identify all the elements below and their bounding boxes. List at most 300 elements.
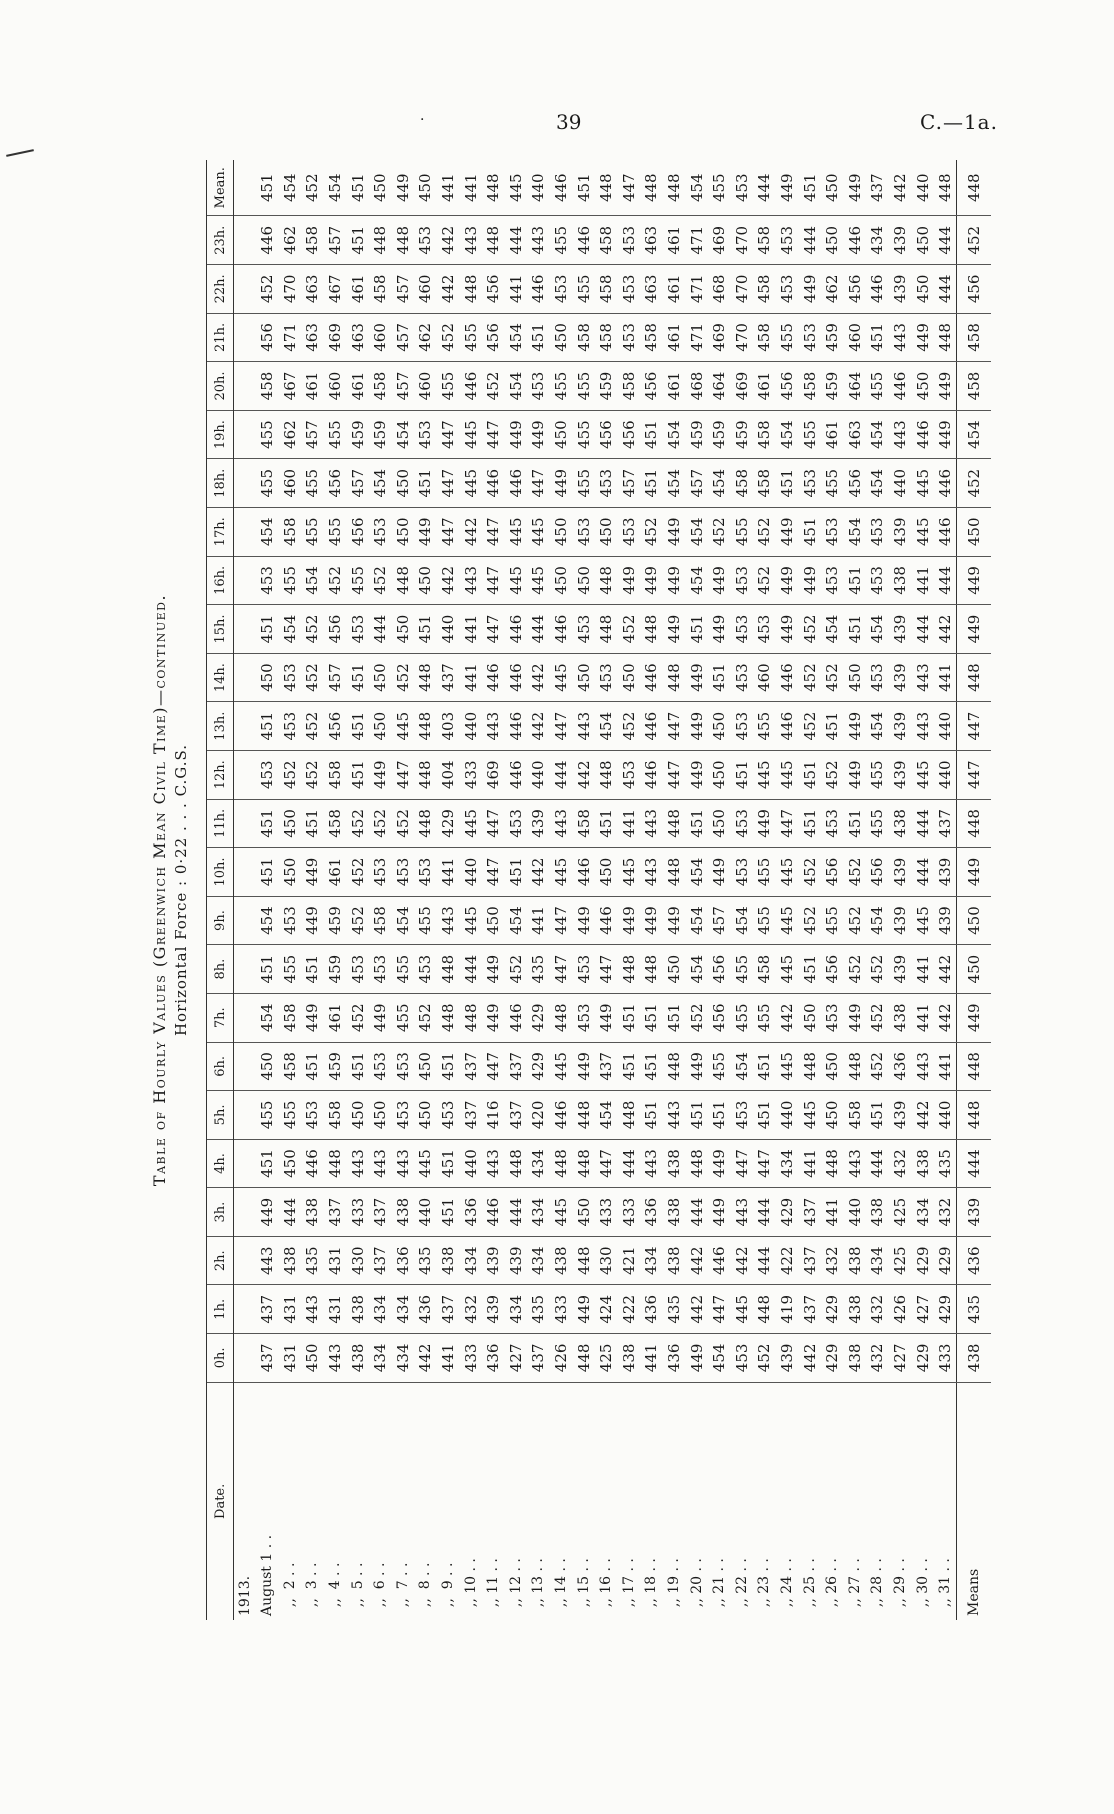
column-header: 2h. — [207, 1236, 234, 1285]
value-cell: 449 — [685, 1334, 708, 1383]
row-date: ,, 11 . . — [485, 1558, 502, 1616]
value-cell: 431 — [279, 1334, 302, 1383]
value-cell: 454 — [866, 896, 889, 945]
value-cell: 448 — [640, 945, 663, 994]
value-cell: 449 — [685, 702, 708, 751]
value-cell: 448 — [640, 605, 663, 654]
empty-cell — [234, 313, 257, 362]
value-cell: 454 — [708, 1334, 731, 1383]
value-cell: 446 — [866, 265, 889, 314]
value-cell: 456 — [843, 265, 866, 314]
value-cell: 458 — [753, 410, 776, 459]
row-date: ,, 12 . . — [507, 1558, 524, 1616]
value-cell: 458 — [301, 216, 324, 265]
value-cell: 445 — [776, 945, 799, 994]
value-cell: 455 — [821, 459, 844, 508]
value-cell: 447 — [437, 508, 460, 557]
value-cell: 463 — [301, 313, 324, 362]
column-header: 3h. — [207, 1188, 234, 1237]
value-cell: 458 — [324, 750, 347, 799]
row-date: ,, 31 . . — [937, 1558, 954, 1616]
value-cell: 449 — [843, 160, 866, 216]
year-row — [234, 160, 257, 1620]
value-cell: 455 — [324, 410, 347, 459]
value-cell: 432 — [866, 1334, 889, 1383]
value-cell: 449 — [798, 556, 821, 605]
value-cell: 450 — [572, 653, 595, 702]
value-cell: 442 — [685, 1285, 708, 1334]
value-cell: 451 — [256, 1139, 279, 1188]
value-cell: 440 — [414, 1188, 437, 1237]
value-cell: 448 — [392, 556, 415, 605]
value-cell: 454 — [730, 1042, 753, 1091]
value-cell: 471 — [685, 313, 708, 362]
value-cell: 438 — [346, 1334, 369, 1383]
value-cell: 453 — [753, 605, 776, 654]
value-cell: 445 — [753, 750, 776, 799]
value-cell: 452 — [843, 848, 866, 897]
mean-cell: 458 — [957, 362, 992, 411]
value-cell: 427 — [505, 1334, 528, 1383]
value-cell: 457 — [324, 653, 347, 702]
value-cell: 449 — [482, 993, 505, 1042]
column-header: 10h. — [207, 848, 234, 897]
value-cell: 437 — [437, 1285, 460, 1334]
value-cell: 429 — [821, 1334, 844, 1383]
value-cell: 451 — [708, 1091, 731, 1140]
value-cell: 445 — [414, 1139, 437, 1188]
value-cell: 448 — [821, 1139, 844, 1188]
value-cell: 453 — [618, 265, 641, 314]
value-cell: 451 — [798, 799, 821, 848]
value-cell: 454 — [256, 508, 279, 557]
value-cell: 449 — [798, 265, 821, 314]
value-cell: 453 — [730, 702, 753, 751]
value-cell: 449 — [505, 410, 528, 459]
value-cell: 458 — [595, 313, 618, 362]
value-cell: 439 — [889, 653, 912, 702]
value-cell: 437 — [459, 1091, 482, 1140]
value-cell: 450 — [550, 313, 573, 362]
column-header: 9h. — [207, 896, 234, 945]
value-cell: 455 — [866, 750, 889, 799]
value-cell: 451 — [640, 1091, 663, 1140]
value-cell: 438 — [279, 1236, 302, 1285]
value-cell: 443 — [911, 1042, 934, 1091]
value-cell: 442 — [934, 605, 957, 654]
value-cell: 453 — [776, 265, 799, 314]
value-cell: 449 — [934, 362, 957, 411]
value-cell: 454 — [821, 605, 844, 654]
value-cell: 455 — [866, 799, 889, 848]
value-cell: 429 — [437, 799, 460, 848]
value-cell: 456 — [708, 945, 731, 994]
value-cell: 451 — [346, 702, 369, 751]
value-cell: 452 — [301, 750, 324, 799]
value-cell: 453 — [369, 848, 392, 897]
value-cell: 470 — [730, 216, 753, 265]
value-cell: 453 — [572, 993, 595, 1042]
value-cell: 453 — [256, 750, 279, 799]
value-cell: 437 — [798, 1188, 821, 1237]
value-cell: 420 — [527, 1091, 550, 1140]
value-cell: 454 — [505, 362, 528, 411]
value-cell: 448 — [798, 1042, 821, 1091]
value-cell: 458 — [369, 362, 392, 411]
value-cell: 439 — [482, 1285, 505, 1334]
value-cell: 451 — [505, 848, 528, 897]
value-cell: 441 — [821, 1188, 844, 1237]
empty-cell — [234, 410, 257, 459]
table-row — [392, 160, 415, 1620]
value-cell: 456 — [256, 313, 279, 362]
value-cell: 452 — [256, 265, 279, 314]
value-cell: 458 — [369, 896, 392, 945]
value-cell: 448 — [324, 1139, 347, 1188]
table-row — [821, 160, 844, 1620]
value-cell: 450 — [821, 160, 844, 216]
value-cell: 451 — [437, 1042, 460, 1091]
value-cell: 450 — [595, 508, 618, 557]
value-cell: 451 — [640, 993, 663, 1042]
value-cell: 448 — [663, 653, 686, 702]
value-cell: 446 — [505, 993, 528, 1042]
value-cell: 446 — [550, 160, 573, 216]
value-cell: 452 — [346, 799, 369, 848]
value-cell: 447 — [776, 799, 799, 848]
value-cell: 454 — [505, 896, 528, 945]
value-cell: 454 — [866, 605, 889, 654]
value-cell: 429 — [911, 1334, 934, 1383]
value-cell: 454 — [279, 160, 302, 216]
value-cell: 452 — [843, 945, 866, 994]
value-cell: 449 — [934, 410, 957, 459]
value-cell: 449 — [911, 313, 934, 362]
value-cell: 449 — [843, 993, 866, 1042]
value-cell: 448 — [685, 1139, 708, 1188]
value-cell: 455 — [572, 265, 595, 314]
value-cell: 449 — [708, 1139, 731, 1188]
value-cell: 470 — [730, 313, 753, 362]
value-cell: 449 — [256, 1188, 279, 1237]
value-cell: 451 — [663, 993, 686, 1042]
column-header: 18h. — [207, 459, 234, 508]
value-cell: 453 — [392, 848, 415, 897]
value-cell: 436 — [414, 1285, 437, 1334]
value-cell: 438 — [346, 1285, 369, 1334]
value-cell: 454 — [866, 459, 889, 508]
value-cell: 442 — [934, 993, 957, 1042]
value-cell: 453 — [618, 750, 641, 799]
value-cell: 440 — [527, 160, 550, 216]
value-cell: 453 — [256, 556, 279, 605]
value-cell: 449 — [776, 508, 799, 557]
value-cell: 430 — [346, 1236, 369, 1285]
value-cell: 446 — [595, 896, 618, 945]
value-cell: 453 — [730, 848, 753, 897]
table-row — [550, 160, 573, 1620]
value-cell: 452 — [866, 945, 889, 994]
value-cell: 444 — [934, 556, 957, 605]
value-cell: 457 — [392, 362, 415, 411]
value-cell: 438 — [663, 1236, 686, 1285]
value-cell: 450 — [482, 896, 505, 945]
value-cell: 439 — [889, 1091, 912, 1140]
value-cell: 447 — [482, 410, 505, 459]
value-cell: 448 — [572, 1091, 595, 1140]
value-cell: 447 — [527, 459, 550, 508]
value-cell: 454 — [776, 410, 799, 459]
value-cell: 452 — [618, 702, 641, 751]
value-cell: 458 — [572, 313, 595, 362]
mean-cell: 454 — [957, 410, 992, 459]
value-cell: 438 — [889, 799, 912, 848]
empty-cell — [234, 265, 257, 314]
value-cell: 439 — [505, 1236, 528, 1285]
empty-cell — [234, 1188, 257, 1237]
column-header: 7h. — [207, 993, 234, 1042]
value-cell: 451 — [346, 160, 369, 216]
value-cell: 453 — [392, 1042, 415, 1091]
value-cell: 440 — [459, 848, 482, 897]
value-cell: 441 — [459, 653, 482, 702]
value-cell: 445 — [550, 1042, 573, 1091]
table-row — [414, 160, 437, 1620]
column-header: 17h. — [207, 508, 234, 557]
value-cell: 419 — [776, 1285, 799, 1334]
value-cell: 449 — [527, 410, 550, 459]
value-cell: 448 — [663, 799, 686, 848]
value-cell: 456 — [482, 265, 505, 314]
value-cell: 450 — [618, 653, 641, 702]
value-cell: 455 — [572, 459, 595, 508]
value-cell: 447 — [708, 1285, 731, 1334]
value-cell: 452 — [392, 799, 415, 848]
value-cell: 446 — [934, 459, 957, 508]
row-date: ,, 29 . . — [891, 1558, 908, 1616]
value-cell: 443 — [889, 410, 912, 459]
value-cell: 450 — [392, 605, 415, 654]
table-row — [889, 160, 912, 1620]
value-cell: 429 — [911, 1236, 934, 1285]
value-cell: 455 — [279, 556, 302, 605]
value-cell: 448 — [414, 750, 437, 799]
value-cell: 454 — [708, 459, 731, 508]
value-cell: 450 — [414, 160, 437, 216]
row-date: ,, 25 . . — [801, 1558, 818, 1616]
value-cell: 453 — [369, 508, 392, 557]
value-cell: 449 — [843, 702, 866, 751]
value-cell: 443 — [550, 799, 573, 848]
value-cell: 434 — [527, 1236, 550, 1285]
value-cell: 447 — [482, 508, 505, 557]
value-cell: 440 — [934, 702, 957, 751]
value-cell: 457 — [618, 459, 641, 508]
row-date: ,, 5 . . — [349, 1562, 366, 1616]
value-cell: 449 — [392, 160, 415, 216]
row-date: ,, 2 . . — [281, 1562, 298, 1616]
empty-cell — [234, 1285, 257, 1334]
value-cell: 446 — [640, 750, 663, 799]
value-cell: 446 — [482, 459, 505, 508]
value-cell: 435 — [301, 1236, 324, 1285]
value-cell: 434 — [459, 1236, 482, 1285]
value-cell: 451 — [256, 848, 279, 897]
rotated-table-region — [150, 160, 984, 1620]
value-cell: 437 — [256, 1334, 279, 1383]
table-row — [279, 160, 302, 1620]
value-cell: 453 — [798, 313, 821, 362]
value-cell: 451 — [256, 945, 279, 994]
mean-cell: 452 — [957, 459, 992, 508]
value-cell: 451 — [685, 1091, 708, 1140]
mean-cell: 435 — [957, 1285, 992, 1334]
value-cell: 444 — [911, 799, 934, 848]
value-cell: 442 — [889, 160, 912, 216]
value-cell: 403 — [437, 702, 460, 751]
value-cell: 455 — [324, 508, 347, 557]
table-row — [798, 160, 821, 1620]
value-cell: 469 — [708, 216, 731, 265]
value-cell: 456 — [324, 702, 347, 751]
value-cell: 436 — [459, 1188, 482, 1237]
value-cell: 445 — [550, 848, 573, 897]
value-cell: 453 — [730, 605, 753, 654]
table-body — [234, 160, 992, 1620]
value-cell: 444 — [618, 1139, 641, 1188]
value-cell: 436 — [482, 1334, 505, 1383]
table-row — [324, 160, 347, 1620]
means-row — [957, 160, 992, 1620]
value-cell: 451 — [618, 993, 641, 1042]
value-cell: 456 — [708, 993, 731, 1042]
mean-cell: 447 — [957, 702, 992, 751]
value-cell: 439 — [934, 896, 957, 945]
value-cell: 451 — [346, 1042, 369, 1091]
value-cell: 438 — [889, 993, 912, 1042]
value-cell: 433 — [459, 1334, 482, 1383]
value-cell: 432 — [821, 1236, 844, 1285]
value-cell: 445 — [776, 848, 799, 897]
value-cell: 448 — [459, 993, 482, 1042]
hourly-values-table — [206, 160, 991, 1620]
value-cell: 450 — [708, 702, 731, 751]
value-cell: 454 — [730, 896, 753, 945]
value-cell: 453 — [730, 653, 753, 702]
value-cell: 434 — [505, 1285, 528, 1334]
value-cell: 450 — [550, 556, 573, 605]
row-date: ,, 7 . . — [394, 1562, 411, 1616]
value-cell: 445 — [459, 896, 482, 945]
value-cell: 455 — [301, 459, 324, 508]
value-cell: 447 — [437, 410, 460, 459]
value-cell: 453 — [595, 653, 618, 702]
value-cell: 471 — [279, 313, 302, 362]
value-cell: 437 — [256, 1285, 279, 1334]
value-cell: 441 — [437, 848, 460, 897]
value-cell: 445 — [730, 1285, 753, 1334]
table-row — [482, 160, 505, 1620]
value-cell: 449 — [776, 160, 799, 216]
value-cell: 455 — [572, 410, 595, 459]
value-cell: 446 — [640, 702, 663, 751]
value-cell: 442 — [527, 653, 550, 702]
value-cell: 451 — [798, 945, 821, 994]
value-cell: 425 — [595, 1334, 618, 1383]
empty-cell — [234, 1236, 257, 1285]
value-cell: 448 — [414, 653, 437, 702]
table-row — [595, 160, 618, 1620]
value-cell: 438 — [663, 1139, 686, 1188]
value-cell: 452 — [866, 993, 889, 1042]
value-cell: 451 — [572, 160, 595, 216]
value-cell: 449 — [663, 556, 686, 605]
table-row — [527, 160, 550, 1620]
value-cell: 441 — [911, 556, 934, 605]
value-cell: 452 — [346, 896, 369, 945]
value-cell: 442 — [437, 216, 460, 265]
value-cell: 450 — [256, 1042, 279, 1091]
mean-cell: 458 — [957, 313, 992, 362]
value-cell: 441 — [459, 605, 482, 654]
value-cell: 446 — [505, 605, 528, 654]
value-cell: 426 — [550, 1334, 573, 1383]
value-cell: 453 — [798, 459, 821, 508]
value-cell: 429 — [776, 1188, 799, 1237]
value-cell: 449 — [685, 750, 708, 799]
value-cell: 451 — [640, 1042, 663, 1091]
value-cell: 427 — [889, 1334, 912, 1383]
margin-mark — [6, 149, 34, 157]
page-reference: C.—1a. — [920, 110, 998, 134]
mean-cell: 438 — [957, 1334, 992, 1383]
value-cell: 450 — [256, 653, 279, 702]
table-row — [843, 160, 866, 1620]
value-cell: 453 — [572, 508, 595, 557]
value-cell: 432 — [459, 1285, 482, 1334]
value-cell: 450 — [572, 1188, 595, 1237]
value-cell: 452 — [346, 848, 369, 897]
value-cell: 447 — [550, 896, 573, 945]
value-cell: 451 — [821, 702, 844, 751]
value-cell: 445 — [911, 896, 934, 945]
value-cell: 457 — [392, 313, 415, 362]
value-cell: 452 — [821, 750, 844, 799]
value-cell: 458 — [753, 459, 776, 508]
column-header: 15h. — [207, 605, 234, 654]
value-cell: 445 — [459, 799, 482, 848]
value-cell: 454 — [392, 410, 415, 459]
value-cell: 461 — [663, 216, 686, 265]
value-cell: 445 — [550, 1188, 573, 1237]
value-cell: 450 — [708, 750, 731, 799]
value-cell: 446 — [934, 508, 957, 557]
value-cell: 454 — [595, 1091, 618, 1140]
value-cell: 442 — [685, 1236, 708, 1285]
column-header: 20h. — [207, 362, 234, 411]
value-cell: 455 — [256, 410, 279, 459]
value-cell: 454 — [866, 410, 889, 459]
value-cell: 454 — [369, 459, 392, 508]
value-cell: 432 — [889, 1139, 912, 1188]
value-cell: 437 — [505, 1042, 528, 1091]
value-cell: 444 — [911, 605, 934, 654]
value-cell: 452 — [798, 653, 821, 702]
value-cell: 457 — [324, 216, 347, 265]
table-row — [459, 160, 482, 1620]
value-cell: 439 — [527, 799, 550, 848]
mean-cell: 448 — [957, 1091, 992, 1140]
